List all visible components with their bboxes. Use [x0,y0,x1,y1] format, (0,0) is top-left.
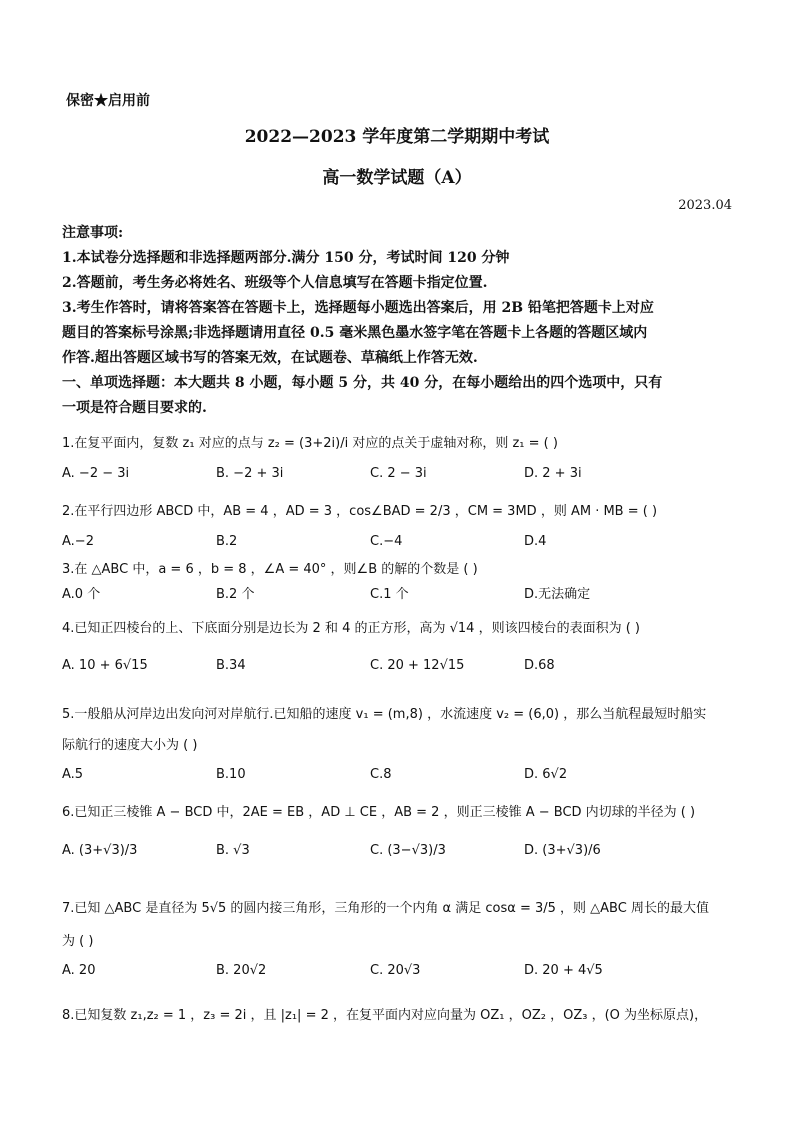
notice-line: 1.本试卷分选择题和非选择题两部分.满分 150 分，考试时间 120 分钟 [62,250,510,266]
option-d: D. 2 + 3i [524,466,582,481]
option-c: C. 20 + 12√15 [370,658,465,673]
option-a: A. 20 [62,963,96,978]
option-a: A.−2 [62,534,94,549]
option-c: C. 20√3 [370,963,421,978]
option-c: C.1 个 [370,587,409,602]
option-a: A.0 个 [62,587,101,602]
option-c: C. 2 − 3i [370,466,427,481]
options-4 [62,658,742,680]
notice-heading: 注意事项: [62,225,124,241]
exam-title: 2022—2023 学年度第二学期期中考试 [244,127,550,147]
question-1: 1.在复平面内，复数 z₁ 对应的点与 z₂ = (3+2i)/i 对应的点关于虚轴对称，则 z₁ = ( ) [62,436,558,451]
option-d: D. 6√2 [524,767,568,782]
question-4: 4.已知正四棱台的上、下底面分别是边长为 2 和 4 的正方形，高为 √14 ，则该四棱台的表面积为 ( ) [62,621,640,636]
option-d: D.无法确定 [524,587,591,602]
option-b: B. √3 [216,843,250,858]
option-c: C. (3−√3)/3 [370,843,446,858]
question-6: 6.已知正三棱锥 A − BCD 中，2AE = EB ，AD ⊥ CE ，AB = 2 ，则正三棱锥 A − BCD 内切球的半径为 ( ) [62,805,696,820]
question-2: 2.在平行四边形 ABCD 中，AB = 4 ，AD = 3 ，cos∠BAD = 2/3 ，CM = 3MD ，则 AM · MB = ( ) [62,504,658,519]
option-d: D. (3+√3)/6 [524,843,601,858]
options-1 [62,466,742,488]
notice-line: 3.考生作答时，请将答案答在答题卡上，选择题每小题选出答案后，用 2B 铅笔把答题卡上对应 [62,300,654,316]
notice-line: 题目的答案标号涂黑;非选择题请用直径 0.5 毫米黑色墨水签字笔在答题卡上各题的答题区域内 [62,325,648,341]
question-7: 7.已知 △ABC 是直径为 5√5 的圆内接三角形，三角形的一个内角 α 满足 cosα = 3/5 ，则 △ABC 周长的最大值 [62,901,709,916]
option-b: B. 20√2 [216,963,267,978]
option-d: D.4 [524,534,547,549]
question-7-cont: 为 ( ) [62,934,94,949]
question-3: 3.在 △ABC 中，a = 6 ，b = 8 ，∠A = 40° ，则∠B 的解的个数是 ( ) [62,562,478,577]
option-b: B.2 个 [216,587,255,602]
notice-line: 作答.超出答题区域书写的答案无效，在试题卷、草稿纸上作答无效. [62,350,478,366]
option-c: C.−4 [370,534,403,549]
option-b: B.34 [216,658,246,673]
section-heading: 一、单项选择题：本大题共 8 小题，每小题 5 分，共 40 分，在每小题给出的四个选项中，只有 [62,375,663,391]
option-b: B. −2 + 3i [216,466,284,481]
option-a: A. −2 − 3i [62,466,130,481]
option-b: B.2 [216,534,238,549]
option-c: C.8 [370,767,392,782]
options-5 [62,767,742,789]
question-5: 5.一般船从河岸边出发向河对岸航行.已知船的速度 v₁ = (m,8) ，水流速度 v₂ = (6,0) ，那么当航程最短时船实 [62,707,707,722]
option-a: A. 10 + 6√15 [62,658,148,673]
question-8: 8.已知复数 z₁,z₂ = 1 ，z₃ = 2i ，且 |z₁| = 2 ，在复平面内对应向量为 OZ₁ ，OZ₂ ，OZ₃ ，(O 为坐标原点)， [62,1008,708,1023]
options-6 [62,843,742,865]
options-3 [62,583,742,605]
section-heading: 一项是符合题目要求的. [62,400,207,416]
option-a: A.5 [62,767,84,782]
question-5-cont: 际航行的速度大小为 ( ) [62,738,198,753]
exam-date: 2023.04 [678,198,732,213]
option-a: A. (3+√3)/3 [62,843,138,858]
notice-line: 2.答题前，考生务必将姓名、班级等个人信息填写在答题卡指定位置. [62,275,488,291]
options-7 [62,963,742,985]
secret-mark: 保密★启用前 [66,93,150,109]
options-2 [62,534,742,556]
option-b: B.10 [216,767,246,782]
exam-subtitle: 高一数学试题（A） [322,168,472,188]
option-d: D.68 [524,658,555,673]
option-d: D. 20 + 4√5 [524,963,603,978]
